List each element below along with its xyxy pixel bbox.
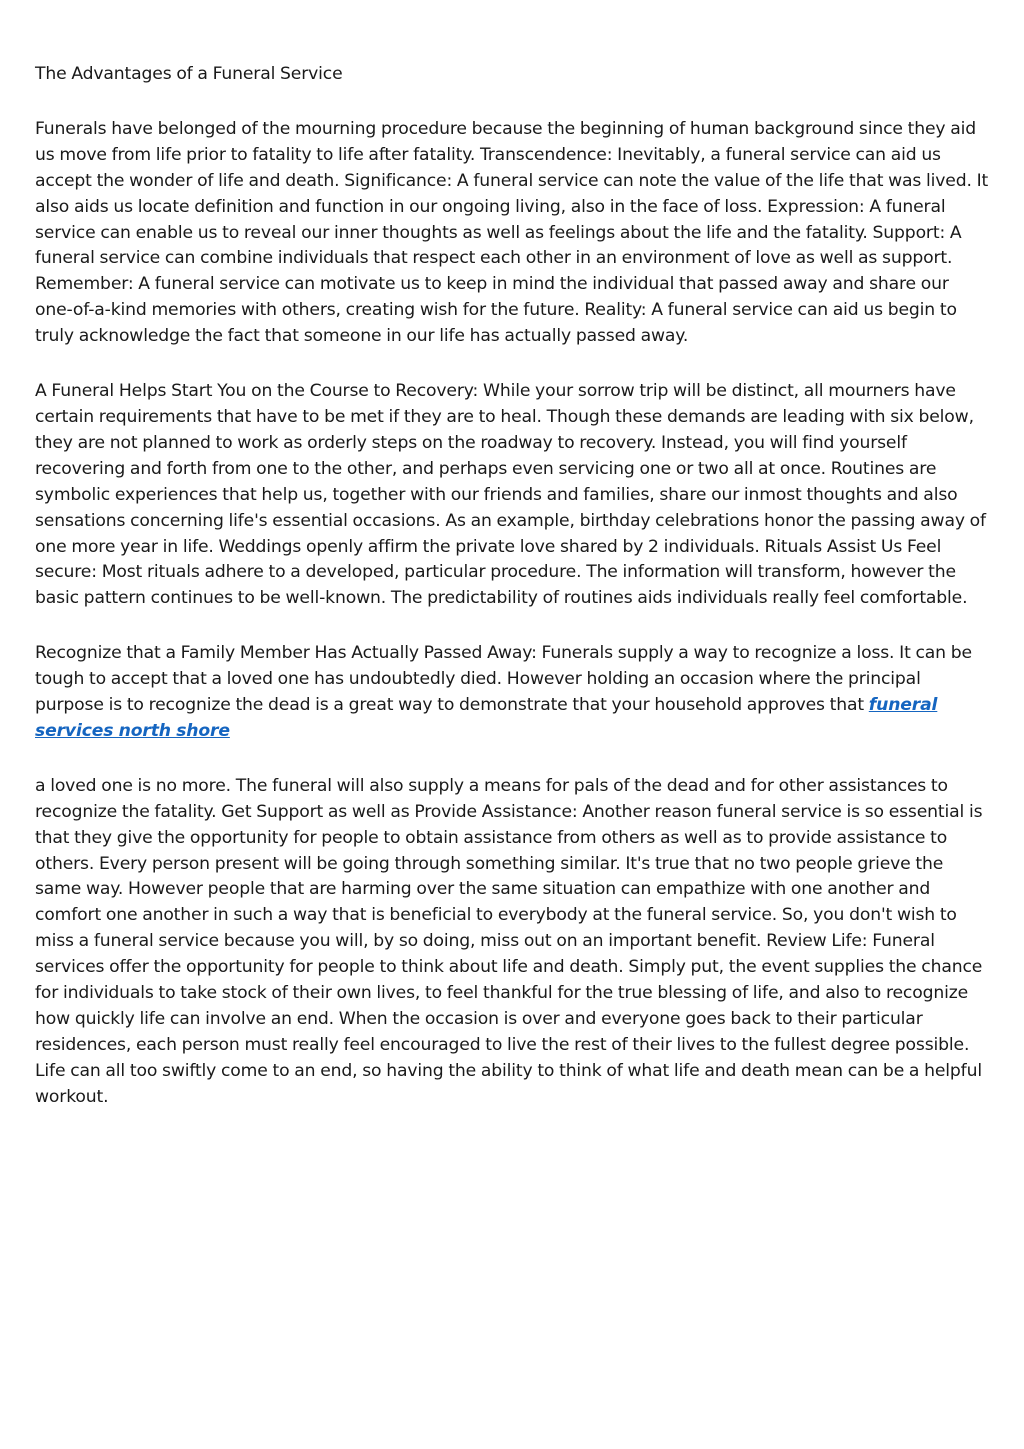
funeral-services-link[interactable]: funeral services north shore xyxy=(35,695,938,741)
document-title: The Advantages of a Funeral Service xyxy=(35,64,343,84)
paragraph-2: A Funeral Helps Start You on the Course to Recovery: While your sorrow trip will be distinct, all mourners have certain requirements that have to be met if they are to heal. Though these demands are leading with six below, they are not planned to work as orderly steps on the roadway to recovery. Instead, you will find yourself recovering and forth from one to the other, and perhaps even servicing one or two all at once. Routines are symbolic experiences that help us, together with our friends and families, share our inmost thoughts and also sensations concerning life's essential occasions. As an example, birthday celebrations honor the passing away of one more year in life. Weddings openly affirm the private love shared by 2 individuals. Rituals Assist Us Feel secure: Most rituals adhere to a developed, particular procedure. The information will transform, however the basic pattern continues to be well-known. The predictability of routines aids individuals really feel comfortable. xyxy=(35,381,986,609)
document-body xyxy=(35,62,990,1140)
paragraph-4: a loved one is no more. The funeral will also supply a means for pals of the dead and for other assistances to recognize the fatality. Get Support as well as Provide Assistance: Another reason funeral service is so essential is that they give the opportunity for people to obtain assistance from others as well as to provide assistance to others. Every person present will be going through something similar. It's true that no two people grieve the same way. However people that are harming over the same situation can empathize with one another and comfort one another in such a way that is beneficial to everybody at the funeral service. So, you don't wish to miss a funeral service because you will, by so doing, miss out on an important benefit. Review Life: Funeral services offer the opportunity for people to think about life and death. Simply put, the event supplies the chance for individuals to take stock of their own lives, to feel thankful for the true blessing of life, and also to recognize how quickly life can involve an end. When the occasion is over and everyone goes back to their particular residences, each person must really feel encouraged to live the rest of their lives to the fullest degree possible. Life can all too swiftly come to an end, so having the ability to think of what life and death mean can be a helpful workout. xyxy=(35,775,983,1107)
paragraph-1: Funerals have belonged of the mourning procedure because the beginning of human background since they aid us move from life prior to fatality to life after fatality. Transcendence: Inevitably, a funeral service can aid us accept the wonder of life and death. Significance: A funeral service can note the value of the life that was lived. It also aids us locate definition and function in our ongoing living, also in the face of loss. Expression: A funeral service can enable us to reveal our inner thoughts as well as feelings about the life and the fatality. Support: A funeral service can combine individuals that respect each other in an environment of love as well as support. Remember: A funeral service can motivate us to keep in mind the individual that passed away and share our one-of-a-kind memories with others, creating wish for the future. Reality: A funeral service can aid us begin to truly acknowledge the fact that someone in our life has actually passed away. xyxy=(35,118,989,347)
paragraph-3 xyxy=(35,641,990,745)
paragraph-3-text: Recognize that a Family Member Has Actually Passed Away: Funerals supply a way to recognize a loss. It can be tough to accept that a loved one has undoubtedly died. However holding an occasion where the principal purpose is to recognize the dead is a great way to demonstrate that your household approves that xyxy=(35,643,972,716)
